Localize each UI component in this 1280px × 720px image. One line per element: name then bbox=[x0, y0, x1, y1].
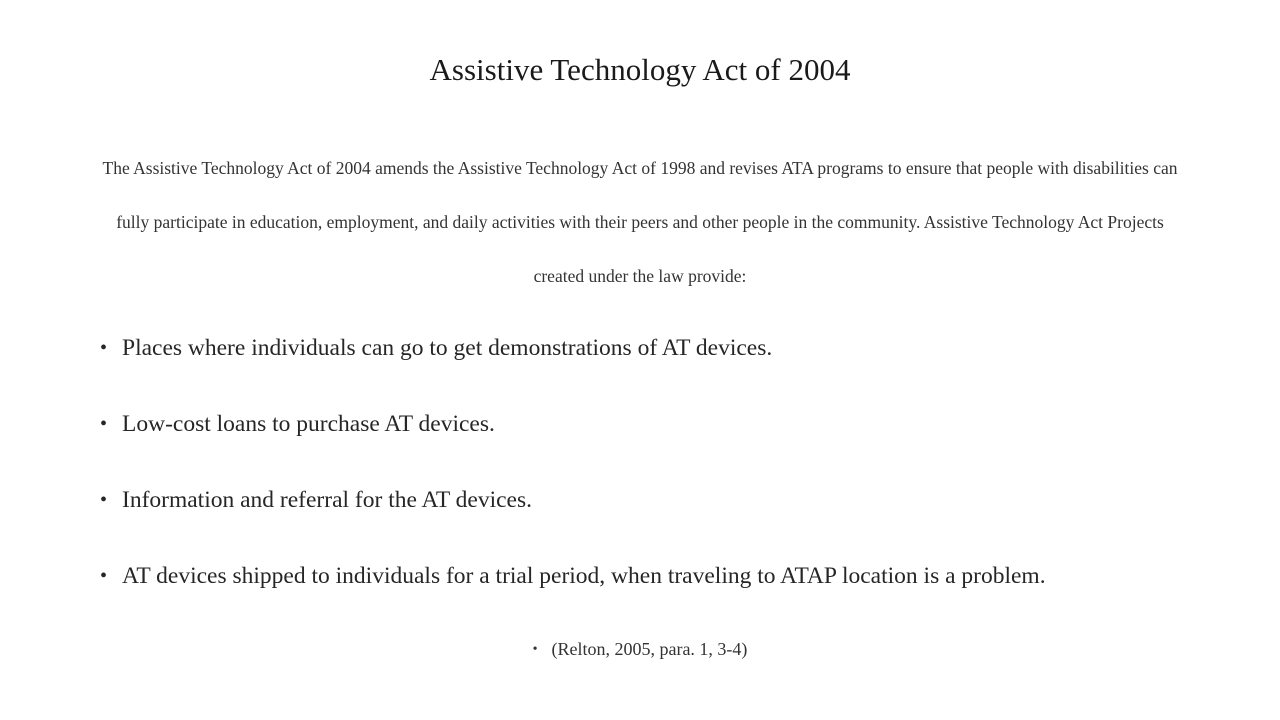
bullet-item bbox=[100, 556, 1220, 596]
bullet-marker: • bbox=[100, 565, 108, 587]
bullet-marker: • bbox=[100, 337, 108, 359]
citation bbox=[0, 636, 1280, 663]
bullet-item bbox=[100, 480, 1220, 520]
bullet-text: Low-cost loans to purchase AT devices. bbox=[122, 411, 495, 437]
citation-bullet-marker: • bbox=[532, 642, 538, 657]
bullet-text: Places where individuals can go to get demonstrations of AT devices. bbox=[122, 335, 773, 361]
bullet-item bbox=[100, 328, 1220, 368]
bullet-marker: • bbox=[100, 413, 108, 435]
bullet-item bbox=[100, 404, 1220, 444]
bullet-marker: • bbox=[100, 489, 108, 511]
bullet-list bbox=[100, 328, 1220, 632]
slide-title: Assistive Technology Act of 2004 bbox=[429, 52, 851, 87]
intro-paragraph: The Assistive Technology Act of 2004 amends the Assistive Technology Act of 1998 and revises ATA programs to ensure that people with disabilities can fully participate in education, employment, and daily activities with their peers and other people in the community. Assistive Technology Act Projects created under the law provide: bbox=[102, 158, 1178, 286]
citation-text: (Relton, 2005, para. 1, 3-4) bbox=[551, 639, 748, 659]
bullet-text: AT devices shipped to individuals for a trial period, when traveling to ATAP location is a problem. bbox=[122, 563, 1046, 589]
bullet-text: Information and referral for the AT devices. bbox=[122, 487, 532, 513]
